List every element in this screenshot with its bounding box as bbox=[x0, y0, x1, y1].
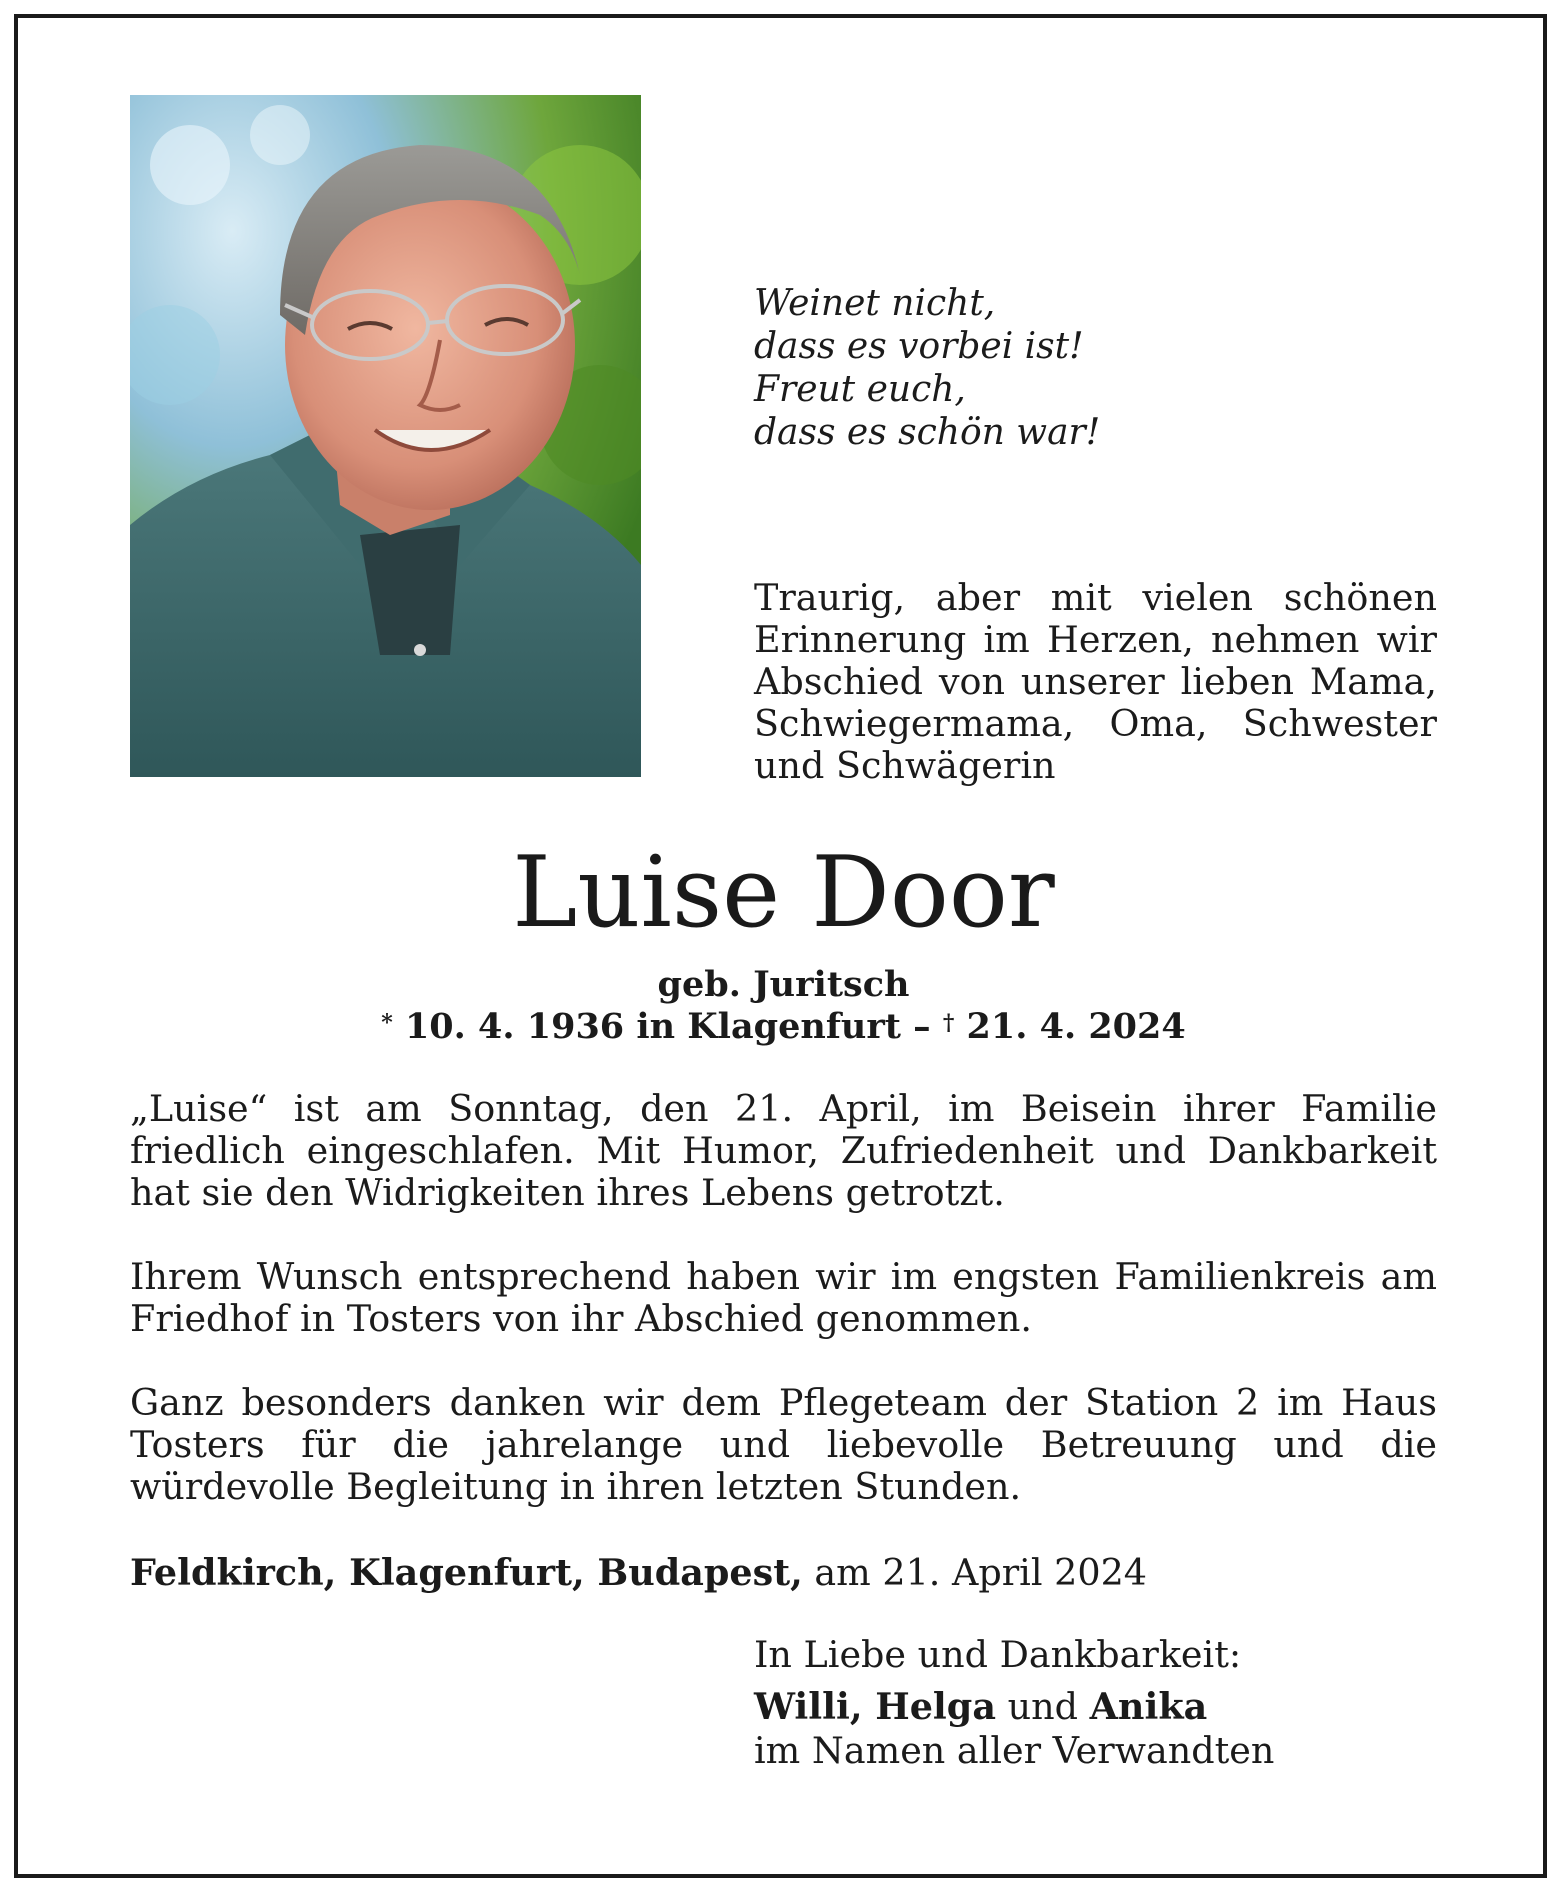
poem-line: Freut euch, bbox=[754, 369, 966, 410]
intro-text: Traurig, aber mit vielen schönen Erinnerung im Herzen, nehmen wir Abschied von unserer lieben Mama, Schwiegermama, Oma, Schwester und Schwägerin bbox=[754, 576, 1437, 787]
signature-footer: im Namen aller Verwandten bbox=[754, 1729, 1275, 1772]
paragraph: „Luise“ ist am Sonntag, den 21. April, im Beisein ihrer Familie friedlich eingeschlafen. Mit Humor, Zufriedenheit und Dankbarkeit hat sie den Widrigkeiten ihres Lebens getrotzt. bbox=[130, 1087, 1437, 1214]
birth-asterisk: * bbox=[381, 1010, 393, 1036]
poem-line: dass es vorbei ist! bbox=[754, 326, 1084, 367]
poem bbox=[754, 282, 1100, 454]
paragraph: Ihrem Wunsch entsprechend haben wir im engsten Familienkreis am Friedhof in Tosters von ihr Abschied genommen. bbox=[130, 1255, 1437, 1340]
death-date: 21. 4. 2024 bbox=[966, 1006, 1186, 1047]
poem-line: dass es schön war! bbox=[754, 412, 1101, 453]
signatory-and: und bbox=[1007, 1685, 1078, 1728]
place-date-line bbox=[130, 1552, 1147, 1594]
signatory-name: Anika bbox=[1089, 1685, 1208, 1728]
deceased-name: Luise Door bbox=[512, 836, 1055, 950]
portrait-photo bbox=[130, 95, 641, 777]
birth-date: 10. 4. 1936 in Klagenfurt bbox=[404, 1006, 901, 1047]
closing-line: In Liebe und Dankbarkeit: bbox=[754, 1633, 1242, 1676]
birth-name: geb. Juritsch bbox=[657, 964, 910, 1005]
date-separator: – bbox=[913, 1006, 931, 1047]
date: am 21. April 2024 bbox=[814, 1551, 1148, 1594]
poem-line: Weinet nicht, bbox=[754, 283, 996, 324]
signatories bbox=[754, 1686, 1207, 1728]
signatory-names: Willi, Helga bbox=[754, 1685, 996, 1728]
life-dates bbox=[0, 1006, 1567, 1048]
paragraph: Ganz besonders danken wir dem Pflegeteam der Station 2 im Haus Tosters für die jahrelange und liebevolle Betreuung und die würdevolle Begleitung in ihren letzten Stunden. bbox=[130, 1381, 1437, 1508]
death-cross: † bbox=[942, 1010, 955, 1036]
places: Feldkirch, Klagenfurt, Budapest, bbox=[130, 1551, 803, 1594]
